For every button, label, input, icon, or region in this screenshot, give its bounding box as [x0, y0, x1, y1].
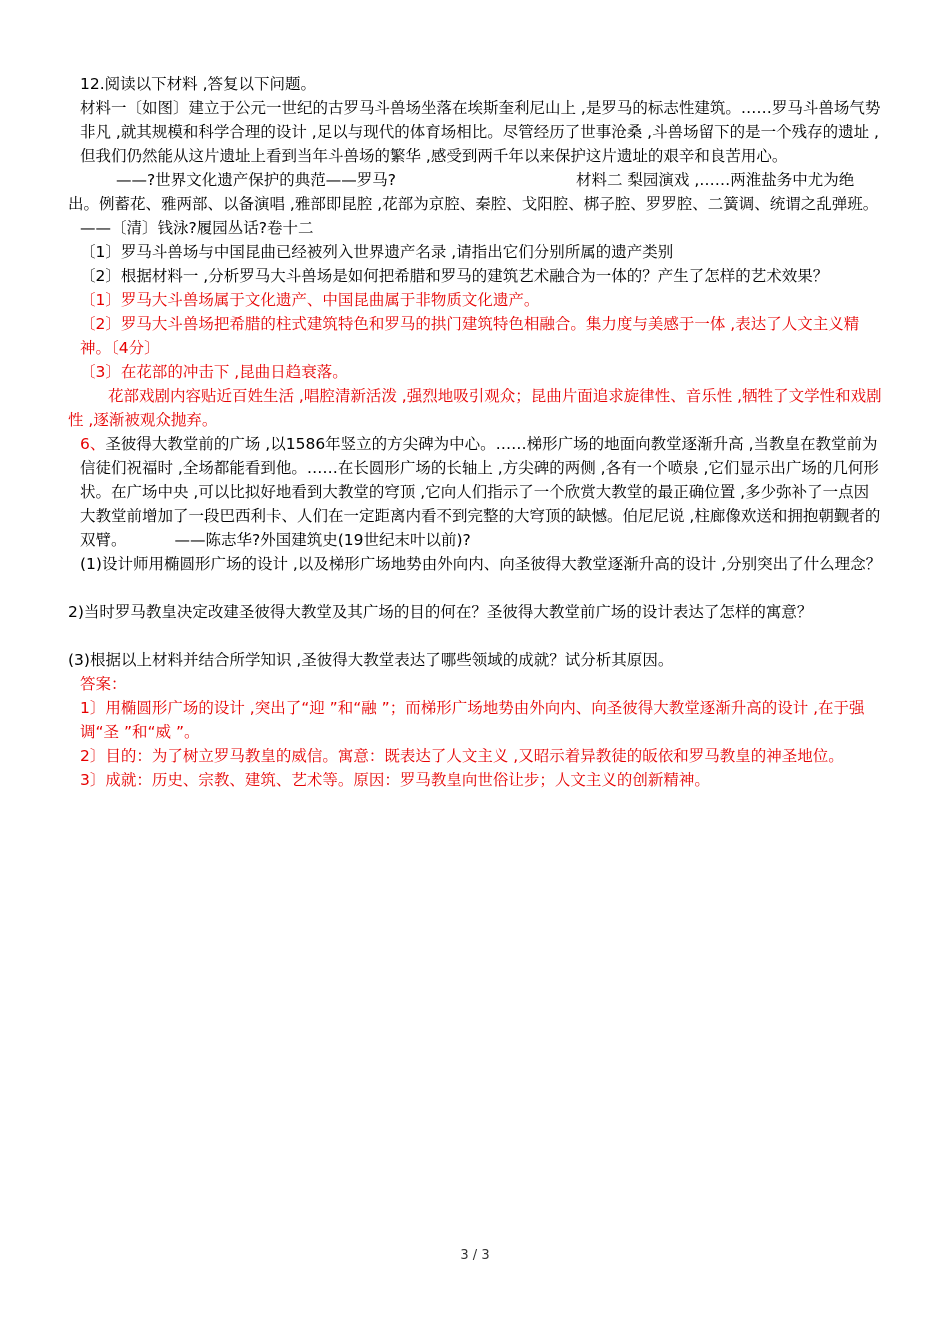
question-6-body: 圣彼得大教堂前的广场 ,以1586年竖立的方尖碑为中心。……梯形广场的地面向教堂逐渐升高 ,当教皇在教堂前为信徒们祝福时 ,全场都能看到他。……在长圆形广场的长轴上 ,方尖碑的两侧 ,各有一个喷泉 ,它们显示出广场的几何形状。在广场中央 ,可以比拟好地看到大教堂的穹顶 ,它向人们指示了一个欣赏大教堂的最正确位置 ,多少弥补了一点因大教堂前增加了一段巴西利卡、人们在一定距离内看不到完整的大穹顶的缺憾。伯尼尼说 ,柱廊像欢送和拥抱朝觐者的双臂。 — [80, 435, 881, 549]
q6-sub-3: (3)根据以上材料并结合所学知识 ,圣彼得大教堂表达了哪些领域的成就？试分析其原因。 — [68, 651, 674, 669]
answer-label: 答案： — [80, 675, 127, 693]
q12-sub-1: 〔1〕罗马斗兽场与中国昆曲已经被列入世界遗产名录 ,请指出它们分别所属的遗产类别 — [80, 243, 674, 261]
q6-answer-1: 1〕用椭圆形广场的设计 ,突出了“迎 ”和“融 ”；而梯形广场地势由外向内、向圣彼得大教堂逐渐升高的设计 ,在于强调“圣 ”和“威 ”。 — [80, 699, 865, 741]
page-number: 3 / 3 — [460, 1248, 490, 1263]
q12-answer-1: 〔1〕罗马大斗兽场属于文化遗产、中国昆曲属于非物质文化遗产。 — [80, 291, 540, 309]
material-source-and-material-2 — [68, 168, 884, 216]
question-6-source: ——陈志华?外国建筑史(19世纪末叶以前)? — [174, 531, 471, 549]
q6-answer-3: 3〕成就：历史、宗教、建筑、艺术等。原因：罗马教皇向世俗让步；人文主义的创新精神。 — [80, 771, 710, 789]
document-page — [68, 72, 884, 792]
question-6-number: 6、 — [80, 435, 106, 453]
q6-sub-2: 2)当时罗马教皇决定改建圣彼得大教堂及其广场的目的何在？圣彼得大教堂前广场的设计表达了怎样的寓意？ — [68, 603, 813, 621]
source-1: ——?世界文化遗产保护的典范——罗马? — [116, 171, 396, 189]
source-2: ——〔清〕钱泳?履园丛话?卷十二 — [80, 219, 314, 237]
material-2: 材料二 梨园演戏 ,……两淮盐务中尤为绝出。例蓄花、雅两部、以备演唱 ,雅部即昆腔 ,花部为京腔、秦腔、戈阳腔、梆子腔、罗罗腔、二簧调、统谓之乱弹班。 — [68, 171, 879, 213]
q12-sub-2: 〔2〕根据材料一 ,分析罗马大斗兽场是如何把希腊和罗马的建筑艺术融合为一体的？产生了怎样的艺术效果？ — [80, 267, 829, 285]
question-6-text — [68, 432, 884, 552]
q6-answer-2: 2〕目的：为了树立罗马教皇的威信。寓意：既表达了人文主义 ,又昭示着异教徒的皈依和罗马教皇的神圣地位。 — [80, 747, 844, 765]
question-12-title: 12.阅读以下材料 ,答复以下问题。 — [80, 75, 317, 93]
q12-answer-2: 〔2〕罗马大斗兽场把希腊的柱式建筑特色和罗马的拱门建筑特色相融合。集力度与美感于一体 ,表达了人文主义精神。〔4分〕 — [80, 315, 860, 357]
q6-sub-1: (1)设计师用椭圆形广场的设计 ,以及梯形广场地势由外向内、向圣彼得大教堂逐渐升高的设计 ,分别突出了什么理念？ — [80, 555, 882, 573]
q12-answer-3: 〔3〕在花部的冲击下 ,昆曲日趋衰落。 — [80, 363, 348, 381]
q12-answer-3-detail: 花部戏剧内容贴近百姓生活 ,唱腔清新活泼 ,强烈地吸引观众；昆曲片面追求旋律性、音乐性 ,牺牲了文学性和戏剧性 ,逐渐被观众抛弃。 — [68, 387, 882, 429]
material-1: 材料一〔如图〕建立于公元一世纪的古罗马斗兽场坐落在埃斯奎利尼山上 ,是罗马的标志性建筑。……罗马斗兽场气势非凡 ,就其规模和科学合理的设计 ,足以与现代的体育场相比。尽管经历了世事沧桑 ,斗兽场留下的是一个残存的遗址 ,但我们仍然能从这片遗址上看到当年斗兽场的繁华 ,感受到两千年以来保护这片遗址的艰辛和良苦用心。 — [80, 99, 881, 165]
